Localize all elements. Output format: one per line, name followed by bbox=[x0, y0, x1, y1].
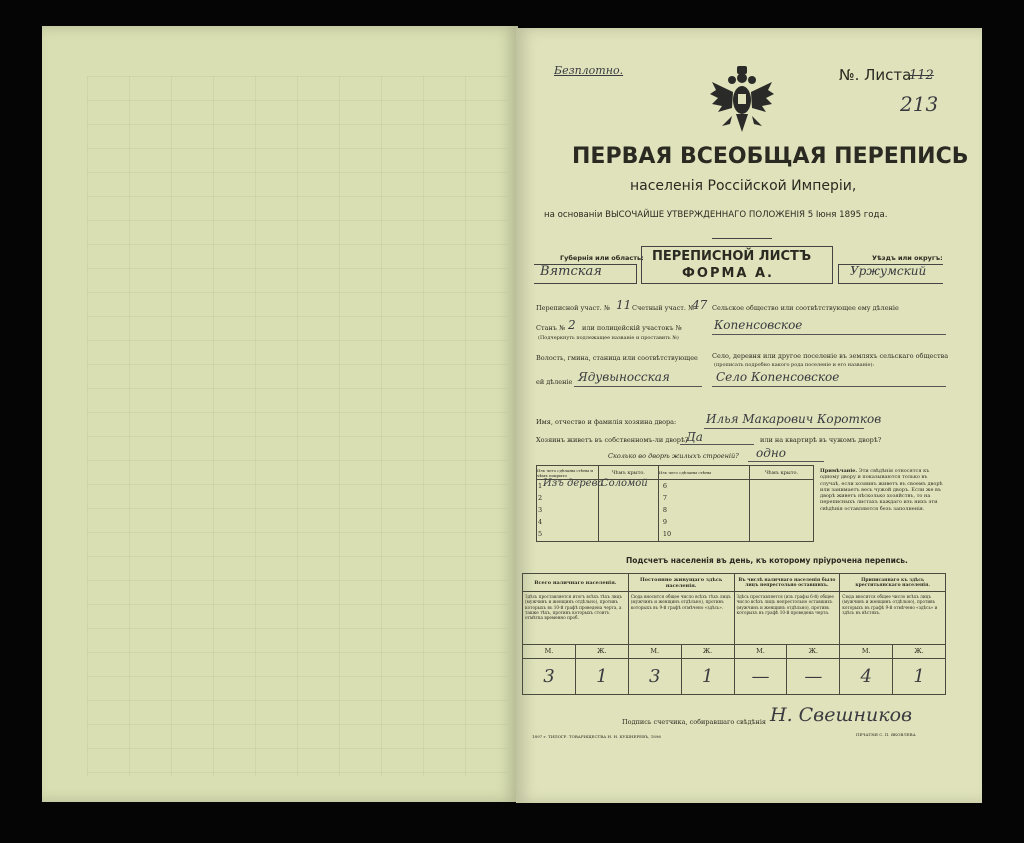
signature-label: Подпись счетчика, собиравшаго свѣдѣнія bbox=[622, 718, 767, 726]
group-title: Постоянно живущаго здѣсь населенія. bbox=[639, 576, 723, 589]
group-title: Всего наличнаго населенія. bbox=[534, 579, 617, 586]
printer-right: ПЕЧАТНЯ С. П. ЯКОВЛЕВА bbox=[856, 732, 916, 737]
buildings-label: Сколько во дворѣ жилыхъ строеній? bbox=[608, 452, 739, 460]
transient-male-value: — bbox=[751, 665, 770, 687]
female-header: Ж. bbox=[914, 647, 924, 656]
walls-cell bbox=[537, 478, 604, 542]
census-district-value: 11 bbox=[616, 298, 632, 312]
summary-heading: Подсчетъ населенія въ день, къ которому пріурочена перепись. bbox=[626, 556, 908, 565]
imperial-eagle-emblem bbox=[710, 64, 774, 136]
volost-label: Волость, гмина, станица или соотвѣтствующее bbox=[536, 354, 698, 362]
owner-label: Имя, отчество и фамилія хозяина двора: bbox=[536, 418, 677, 426]
owner-rule bbox=[704, 428, 864, 429]
buildings-col-walls-2: Изъ чего сдѣланы стѣны bbox=[658, 470, 712, 475]
divider bbox=[712, 238, 772, 239]
male-header: М. bbox=[650, 647, 660, 656]
sheet-number-label: №. Листа bbox=[839, 66, 912, 84]
row-num: 7 bbox=[662, 494, 668, 502]
sheet-number-new: 213 bbox=[900, 92, 939, 116]
note-title: Примѣчаніе. bbox=[820, 468, 858, 474]
lives-other-label: или на квартирѣ въ чужомъ дворѣ? bbox=[760, 436, 882, 444]
buildings-value: одно bbox=[756, 446, 786, 460]
society-label: Сельское общество или соотвѣтствующее ему дѣленіе bbox=[712, 304, 899, 312]
volost-rule bbox=[574, 386, 702, 387]
row1-walls-value: Изъ дерева bbox=[543, 478, 604, 489]
permanent-female-value: 1 bbox=[701, 665, 714, 687]
police-note: (Подчеркнуть подлежащее названіе и проставить №) bbox=[538, 335, 679, 341]
lives-own-value: Да bbox=[686, 430, 703, 444]
signature-value: Н. Свешников bbox=[770, 704, 913, 726]
row-num: 3 bbox=[538, 506, 543, 514]
roof-cell bbox=[598, 480, 658, 542]
counting-district-label: Счетный участ. № bbox=[632, 304, 695, 312]
total-male-value: 3 bbox=[543, 665, 555, 687]
group-title: Въ числѣ наличнаго населенія было лицъ непрестольно оставшихъ. bbox=[738, 577, 836, 588]
sheet-number-crossed: 112 bbox=[909, 68, 934, 83]
police-label: или полицейскій участокъ № bbox=[582, 324, 682, 332]
free-stamp: Безплотно. bbox=[554, 64, 624, 77]
population-summary-table bbox=[522, 573, 946, 695]
roof-cell-2 bbox=[750, 480, 814, 542]
owner-value: Илья Макарович Коротков bbox=[706, 412, 882, 426]
buildings-col-roof: Чѣмъ крыто. bbox=[611, 469, 646, 476]
county-label: Уѣздъ или округъ: bbox=[872, 254, 943, 262]
female-header: Ж. bbox=[808, 647, 818, 656]
printer-left: 1897 г. ТИПОГР. ТОВАРИЩЕСТВА Н. Н. КУШНЕРЕВЪ, 1896 bbox=[532, 734, 661, 739]
village-rule bbox=[712, 386, 946, 387]
row-num: 1 bbox=[538, 482, 543, 490]
county-value: Уржумский bbox=[850, 264, 927, 278]
lives-own-rule bbox=[680, 444, 754, 445]
registered-female-value: 1 bbox=[913, 665, 925, 687]
volost-label-2: ей дѣленіе bbox=[536, 378, 573, 386]
society-value: Копенсовское bbox=[714, 318, 803, 332]
census-district-label: Переписной участ. № bbox=[536, 304, 610, 312]
census-form-page bbox=[516, 28, 982, 803]
buildings-table bbox=[536, 465, 814, 542]
group-desc: Сюда вносится общее число всѣхъ лицъ (мужчинъ и женщинъ отдѣльно), противъ которыхъ въ графѣ 9-й отмѣчено «здѣсь» и здѣсь въ вѣстяхъ. bbox=[842, 594, 938, 615]
left-blank-page bbox=[42, 26, 518, 802]
faint-grid bbox=[87, 76, 507, 776]
male-header: М. bbox=[544, 647, 554, 656]
row-num: 6 bbox=[662, 482, 668, 490]
buildings-note bbox=[820, 468, 948, 512]
society-rule bbox=[712, 334, 946, 335]
village-value: Село Копенсовское bbox=[716, 370, 840, 384]
buildings-rule bbox=[748, 461, 824, 462]
counting-district-value: 47 bbox=[692, 298, 708, 312]
row1-roof-value: Соломой bbox=[600, 478, 648, 489]
male-header: М. bbox=[756, 647, 765, 656]
walls-cell-2 bbox=[658, 480, 749, 542]
permanent-male-value: 3 bbox=[648, 665, 661, 687]
village-label: Село, деревня или другое поселеніе въ земляхъ сельскаго общества bbox=[712, 352, 949, 360]
row-num: 8 bbox=[662, 506, 668, 514]
row-num: 9 bbox=[662, 518, 668, 526]
stan-value: 2 bbox=[568, 318, 576, 332]
province-value: Вятская bbox=[540, 264, 602, 279]
row-num: 4 bbox=[538, 518, 543, 526]
page-title: ПЕРВАЯ ВСЕОБЩАЯ ПЕРЕПИСЬ bbox=[572, 144, 969, 169]
row-num: 10 bbox=[662, 530, 672, 538]
female-header: Ж. bbox=[597, 647, 607, 656]
village-note: (прописать подробно какого рода поселеніе и его названіе): bbox=[714, 362, 875, 368]
row-num: 2 bbox=[538, 494, 543, 502]
page-subtitle: населенія Россійской Имперіи, bbox=[630, 178, 857, 194]
transient-female-value: — bbox=[804, 665, 823, 687]
lives-own-label: Хозяинъ живетъ въ собственномъ-ли дворѣ? bbox=[536, 436, 689, 444]
group-title: Приписаннаго къ здѣсь креститьянскаго населенія. bbox=[855, 577, 930, 588]
group-desc: Здѣсь проставляется (изъ графы 6-й) общее число всѣхъ лицъ непрестольно оставшихъ (мужчинъ и женщинъ отдѣльно), противъ которыхъ въ графѣ 10-й проведена черта. bbox=[736, 594, 834, 615]
sheet-title: ПЕРЕПИСНОЙ ЛИСТЪ bbox=[652, 249, 812, 264]
buildings-col-roof-2: Чѣмъ крыто. bbox=[764, 469, 799, 476]
registered-male-value: 4 bbox=[860, 665, 872, 687]
form-name: ФОРМА А. bbox=[682, 266, 774, 281]
row-num: 5 bbox=[538, 530, 543, 538]
group-desc: Сюда вносится общее число всѣхъ тѣхъ лицъ (мужчинъ и женщинъ отдѣльно), противъ которыхъ въ 9-й графѣ отмѣчено «здѣсь». bbox=[630, 594, 731, 610]
female-header: Ж. bbox=[702, 647, 713, 656]
group-desc: Здѣсь проставляется итогъ всѣхъ тѣхъ лицъ (мужчинъ и женщинъ отдѣльно), противъ которыхъ въ 10-й графѣ проведена черта, а также тѣхъ, противъ которыхъ стоитъ отмѣтка временно проб. bbox=[525, 594, 623, 620]
note-text: Эти свѣдѣнія относятся къ одному двору и показываются только въ случаѣ, если хозяинъ живетъ въ своемъ дворѣ или занимаетъ весь чужой дворъ. Если же въ дворѣ живетъ нѣсколько хозяйствъ, то на переписныхъ листахъ каждаго изъ нихъ эти свѣдѣнія оставляются безъ заполненія. bbox=[820, 468, 943, 512]
stan-label: Станъ № bbox=[536, 324, 566, 332]
buildings-col-walls: Изъ чего сдѣланы стѣны и чѣмъ покрыто bbox=[537, 467, 594, 478]
total-female-value: 1 bbox=[596, 665, 608, 687]
legal-basis: на основаніи ВЫСОЧАЙШЕ УТВЕРЖДЕННАГО ПОЛОЖЕНІЯ 5 Іюня 1895 года. bbox=[544, 210, 888, 220]
province-label: Губернія или область: bbox=[560, 254, 644, 262]
volost-value: Ядувыносская bbox=[578, 370, 670, 384]
male-header: М. bbox=[861, 647, 871, 656]
